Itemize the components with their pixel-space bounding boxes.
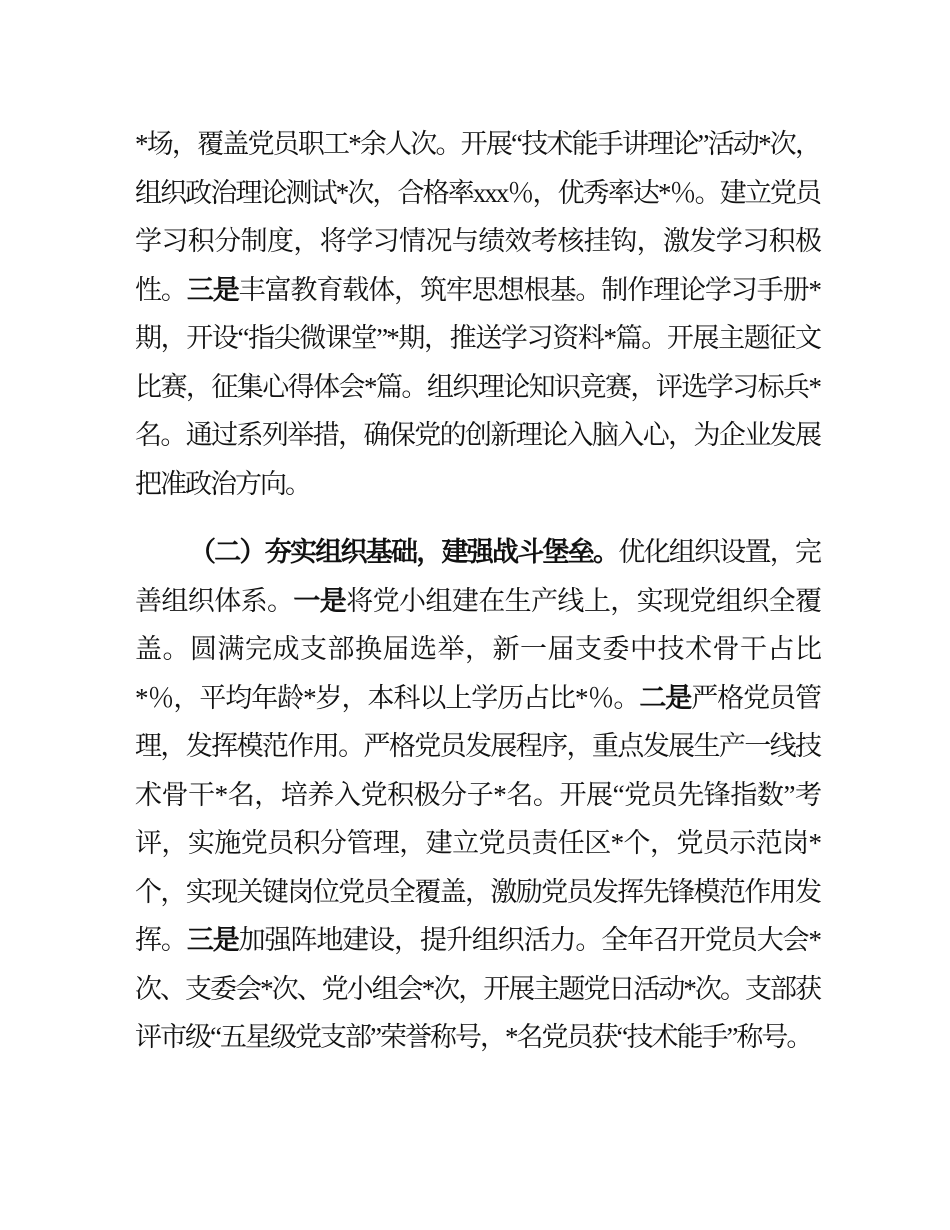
text-run: 丰富教育载体，筑牢思想根基。制作理论学习手册*期，开设“指尖微课堂”*期，推送学习资料*篇。开展主题征文比赛，征集心得体会*篇。组织理论知识竞赛，评选学习标兵*名。通过系列举措，确保党的创新理论入脑入心，为企业发展把准政治方向。	[135, 274, 821, 499]
text-run: *场，覆盖党员职工*余人次。开展“技术能手讲理论”活动*次，组织政治理论测试*次，合格率xxx％，优秀率达*％。建立党员学习积分制度，将学习情况与绩效考核挂钩，激发学习积极性。	[135, 129, 820, 305]
paragraph-theory-learning	[135, 120, 820, 508]
text-run: 加强阵地建设，提升组织活力。全年召开党员大会*次、支委会*次、党小组会*次，开展主题党日活动*次。支部获评市级“五星级党支部”荣誉称号，*名党员获“技术能手”称号。	[135, 925, 821, 1052]
bold-text-run: 一是	[293, 585, 347, 616]
text-run: 严格党员管理，发挥模范作用。严格党员发展程序，重点发展生产一线技术骨干*名，培养入党积极分子*名。开展“党员先锋指数”考评，实施党员积分管理，建立党员责任区*个，党员示范岗*个，实现关键岗位党员全覆盖，激励党员发挥先锋模范作用发挥。	[135, 682, 821, 955]
bold-text-run: （二）夯实组织基础，建强战斗堡垒。	[189, 537, 619, 567]
bold-text-run: 三是	[186, 274, 239, 305]
document-body	[135, 120, 820, 1062]
paragraph-organization-building	[135, 528, 820, 1062]
text-run: 优化组织设置，完善组织体系。	[135, 537, 820, 616]
bold-text-run: 二是	[639, 682, 692, 713]
text-run: 将党小组建在生产线上，实现党组织全覆盖。圆满完成支部换届选举，新一届支委中技术骨干占比*％，平均年龄*岁，本科以上学历占比*％。	[135, 585, 821, 713]
bold-text-run: 三是	[186, 925, 239, 955]
